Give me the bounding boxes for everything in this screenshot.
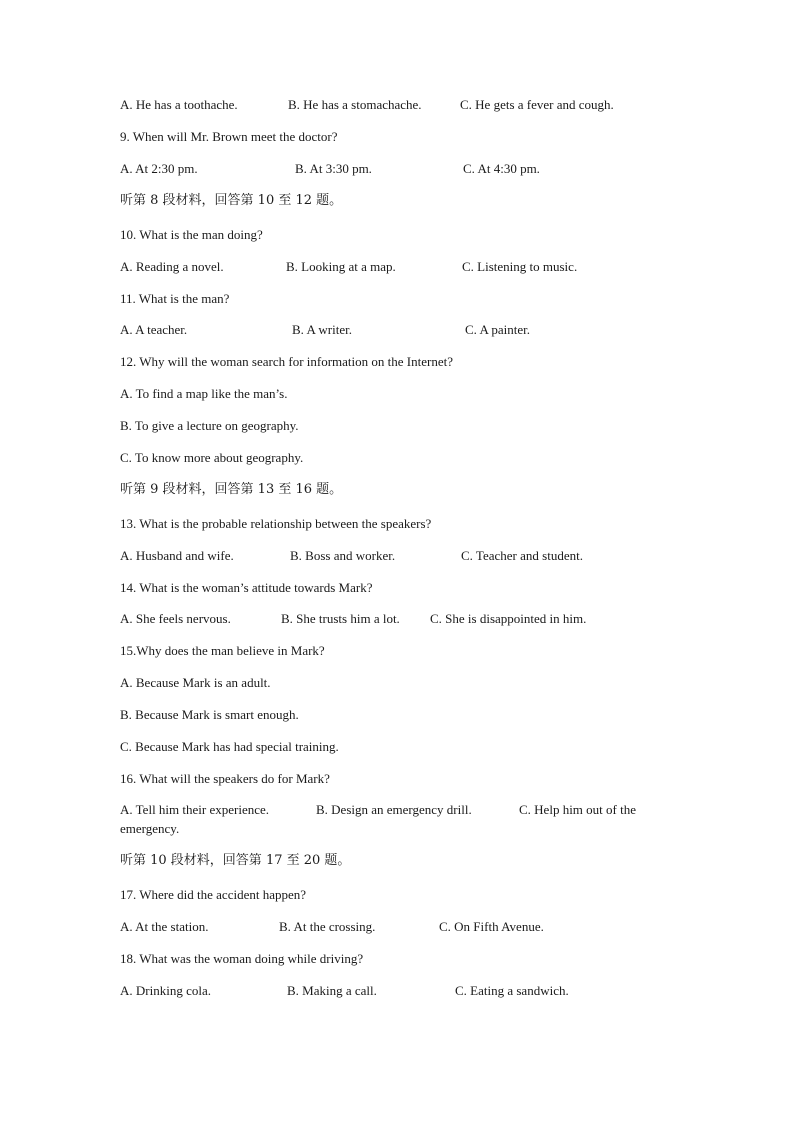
- q9-option-a: A. At 2:30 pm.: [120, 161, 198, 176]
- q9-option-c: C. At 4:30 pm.: [463, 161, 540, 176]
- q16-option-b: B. Design an emergency drill.: [316, 802, 472, 817]
- q10-option-c: C. Listening to music.: [462, 259, 578, 274]
- q11-option-b: B. A writer.: [292, 322, 352, 337]
- q15-stem: 15.Why does the man believe in Mark?: [120, 643, 325, 658]
- q17-option-b: B. At the crossing.: [279, 919, 376, 934]
- q17-option-c: C. On Fifth Avenue.: [439, 919, 544, 934]
- q9-option-b: B. At 3:30 pm.: [295, 161, 372, 176]
- q15-option-a: A. Because Mark is an adult.: [120, 675, 271, 690]
- q16-option-c-continued: emergency.: [120, 821, 180, 836]
- q13-option-b: B. Boss and worker.: [290, 548, 396, 563]
- q16-option-c: C. Help him out of the: [519, 802, 636, 817]
- q17-stem: 17. Where did the accident happen?: [120, 887, 307, 902]
- q14-stem: 14. What is the woman’s attitude towards Mark?: [120, 580, 373, 595]
- q8-option-a: A. He has a toothache.: [120, 97, 238, 112]
- q16-stem: 16. What will the speakers do for Mark?: [120, 771, 330, 786]
- q18-option-c: C. Eating a sandwich.: [455, 983, 569, 998]
- q15-option-b: B. Because Mark is smart enough.: [120, 707, 299, 722]
- q10-option-a: A. Reading a novel.: [120, 259, 224, 274]
- q16-option-a: A. Tell him their experience.: [120, 802, 270, 817]
- q11-stem: 11. What is the man?: [120, 291, 230, 306]
- q11-option-a: A. A teacher.: [120, 322, 188, 337]
- q13-stem: 13. What is the probable relationship between the speakers?: [120, 516, 432, 531]
- q10-stem: 10. What is the man doing?: [120, 227, 263, 242]
- q18-option-a: A. Drinking cola.: [120, 983, 211, 998]
- q12-option-c: C. To know more about geography.: [120, 450, 304, 465]
- q18-stem: 18. What was the woman doing while driving?: [120, 951, 364, 966]
- q13-option-c: C. Teacher and student.: [461, 548, 583, 563]
- q18-option-b: B. Making a call.: [287, 983, 377, 998]
- section-heading-8: 听第 8 段材料，回答第 10 至 12 题。: [120, 193, 343, 208]
- q14-option-a: A. She feels nervous.: [120, 611, 231, 626]
- q10-option-b: B. Looking at a map.: [286, 259, 396, 274]
- q12-stem: 12. Why will the woman search for information on the Internet?: [120, 354, 453, 369]
- q14-option-b: B. She trusts him a lot.: [281, 611, 400, 626]
- q8-option-b: B. He has a stomachache.: [288, 97, 422, 112]
- section-heading-9: 听第 9 段材料，回答第 13 至 16 题。: [120, 482, 343, 497]
- q12-option-a: A. To find a map like the man’s.: [120, 386, 288, 401]
- q8-option-c: C. He gets a fever and cough.: [460, 97, 614, 112]
- q14-option-c: C. She is disappointed in him.: [430, 611, 587, 626]
- section-heading-10: 听第 10 段材料，回答第 17 至 20 题。: [120, 853, 351, 868]
- q13-option-a: A. Husband and wife.: [120, 548, 234, 563]
- q11-option-c: C. A painter.: [465, 322, 530, 337]
- q17-option-a: A. At the station.: [120, 919, 209, 934]
- q9-stem: 9. When will Mr. Brown meet the doctor?: [120, 129, 338, 144]
- q15-option-c: C. Because Mark has had special training.: [120, 739, 339, 754]
- q12-option-b: B. To give a lecture on geography.: [120, 418, 299, 433]
